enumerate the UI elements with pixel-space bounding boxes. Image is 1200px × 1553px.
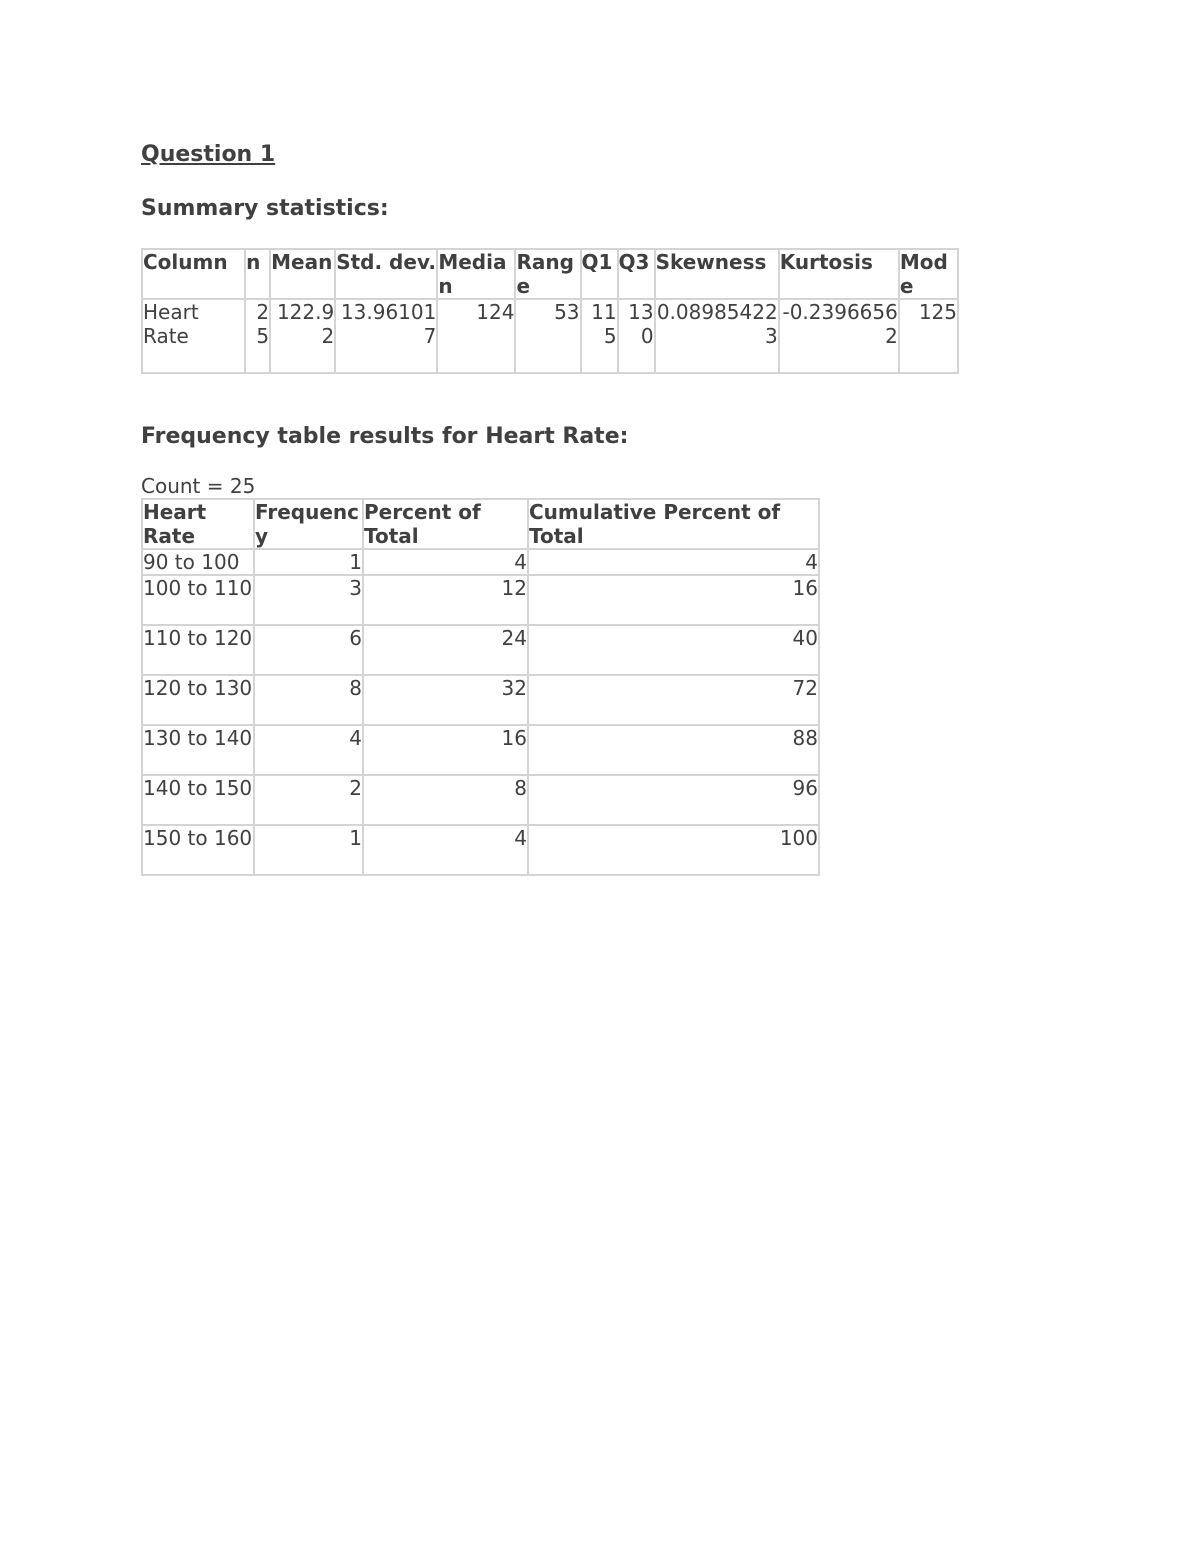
summary-cell: 25 bbox=[245, 299, 270, 373]
summary-cell: 125 bbox=[899, 299, 958, 373]
frequency-cell: 4 bbox=[528, 549, 819, 575]
frequency-cell: 1 bbox=[254, 549, 363, 575]
frequency-cell: 4 bbox=[363, 549, 528, 575]
frequency-cell: 3 bbox=[254, 575, 363, 625]
frequency-header-cell: Frequency bbox=[254, 499, 363, 549]
frequency-cell: 120 to 130 bbox=[142, 675, 254, 725]
frequency-row bbox=[142, 825, 819, 875]
frequency-cell: 8 bbox=[254, 675, 363, 725]
spacer bbox=[141, 374, 1041, 422]
frequency-row bbox=[142, 775, 819, 825]
summary-header-cell: Q1 bbox=[581, 249, 618, 299]
summary-header-cell: Median bbox=[437, 249, 515, 299]
frequency-header-cell: Cumulative Percent of Total bbox=[528, 499, 819, 549]
summary-heading: Summary statistics: bbox=[141, 196, 389, 221]
frequency-cell: 88 bbox=[528, 725, 819, 775]
frequency-cell: 150 to 160 bbox=[142, 825, 254, 875]
summary-cell: 53 bbox=[515, 299, 580, 373]
frequency-row bbox=[142, 675, 819, 725]
frequency-cell: 100 bbox=[528, 825, 819, 875]
frequency-cell: 8 bbox=[363, 775, 528, 825]
frequency-header-cell: Percent of Total bbox=[363, 499, 528, 549]
frequency-cell: 130 to 140 bbox=[142, 725, 254, 775]
summary-cell: 124 bbox=[437, 299, 515, 373]
summary-header-cell: Kurtosis bbox=[779, 249, 899, 299]
frequency-cell: 40 bbox=[528, 625, 819, 675]
frequency-cell: 32 bbox=[363, 675, 528, 725]
frequency-header-row bbox=[142, 499, 819, 549]
frequency-cell: 110 to 120 bbox=[142, 625, 254, 675]
frequency-cell: 96 bbox=[528, 775, 819, 825]
summary-header-row bbox=[142, 249, 958, 299]
frequency-cell: 72 bbox=[528, 675, 819, 725]
frequency-cell: 16 bbox=[363, 725, 528, 775]
summary-cell: 130 bbox=[618, 299, 655, 373]
summary-header-cell: Column bbox=[142, 249, 245, 299]
frequency-cell: 1 bbox=[254, 825, 363, 875]
summary-header-cell: Skewness bbox=[655, 249, 779, 299]
frequency-row bbox=[142, 625, 819, 675]
summary-header-cell: Q3 bbox=[618, 249, 655, 299]
frequency-cell: 2 bbox=[254, 775, 363, 825]
summary-cell: -0.23966562 bbox=[779, 299, 899, 373]
frequency-table bbox=[141, 498, 820, 876]
frequency-cell: 16 bbox=[528, 575, 819, 625]
frequency-heading: Frequency table results for Heart Rate: bbox=[141, 424, 629, 449]
summary-cell: 0.089854223 bbox=[655, 299, 779, 373]
summary-header-cell: Mean bbox=[270, 249, 335, 299]
document-page bbox=[141, 140, 1041, 876]
frequency-cell: 90 to 100 bbox=[142, 549, 254, 575]
frequency-cell: 24 bbox=[363, 625, 528, 675]
frequency-cell: 140 to 150 bbox=[142, 775, 254, 825]
frequency-row bbox=[142, 575, 819, 625]
question-title: Question 1 bbox=[141, 142, 276, 167]
frequency-row bbox=[142, 725, 819, 775]
summary-cell: 115 bbox=[581, 299, 618, 373]
frequency-cell: 12 bbox=[363, 575, 528, 625]
count-line: Count = 25 bbox=[141, 474, 256, 498]
summary-header-cell: Mode bbox=[899, 249, 958, 299]
frequency-cell: 100 to 110 bbox=[142, 575, 254, 625]
summary-header-cell: n bbox=[245, 249, 270, 299]
summary-header-cell: Std. dev. bbox=[335, 249, 437, 299]
summary-header-cell: Range bbox=[515, 249, 580, 299]
frequency-header-cell: Heart Rate bbox=[142, 499, 254, 549]
summary-statistics-table bbox=[141, 248, 959, 374]
summary-cell: 122.92 bbox=[270, 299, 335, 373]
frequency-row bbox=[142, 549, 819, 575]
frequency-cell: 6 bbox=[254, 625, 363, 675]
frequency-cell: 4 bbox=[254, 725, 363, 775]
summary-cell: Heart Rate bbox=[142, 299, 245, 373]
summary-data-row bbox=[142, 299, 958, 373]
frequency-cell: 4 bbox=[363, 825, 528, 875]
summary-cell: 13.961017 bbox=[335, 299, 437, 373]
